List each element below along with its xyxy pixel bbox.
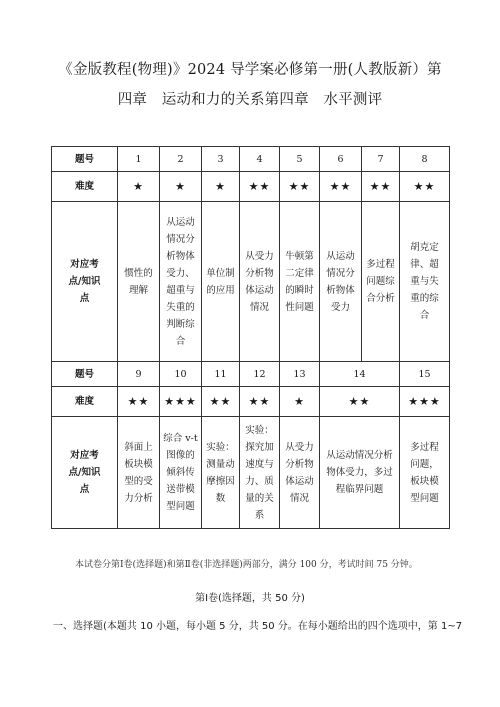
knowledge-point-10-text: 综合 v-t 图像的倾斜传送带模型问题: [163, 433, 198, 512]
question-number-3: 3: [202, 147, 240, 172]
row-label-difficulty-2: 难度: [52, 387, 118, 417]
difficulty-8: ★★: [400, 172, 450, 202]
knowledge-point-table: [51, 146, 450, 529]
difficulty-4: ★★: [240, 172, 280, 202]
table1-number-row: [52, 147, 450, 172]
knowledge-point-7: [362, 202, 400, 362]
knowledge-point-11: [202, 417, 240, 529]
question-number-5: 5: [280, 147, 320, 172]
question-number-1: 1: [118, 147, 160, 172]
question-number-4: 4: [240, 147, 280, 172]
difficulty-12: ★★: [240, 387, 280, 417]
question-number-2: 2: [160, 147, 202, 172]
row-label-knowledge-point-2-text: 对应考点/知识点: [68, 450, 101, 495]
document-title-line-2: 四章 运动和力的关系第四章 水平测评: [117, 92, 383, 108]
row-label-number-2: 题号: [52, 362, 118, 387]
question-number-6: 6: [320, 147, 362, 172]
difficulty-9: ★★: [118, 387, 160, 417]
knowledge-point-9: [118, 417, 160, 529]
knowledge-point-8: [400, 202, 450, 362]
knowledge-point-11-text: 实验：测量动摩擦因数: [206, 441, 235, 504]
knowledge-point-4: [240, 202, 280, 362]
difficulty-13: ★: [280, 387, 320, 417]
question-number-9: 9: [118, 362, 160, 387]
difficulty-5: ★★: [280, 172, 320, 202]
question-number-12: 12: [240, 362, 280, 387]
difficulty-14: ★★: [320, 387, 400, 417]
knowledge-point-9-text: 斜面上板块模型的受力分析: [124, 441, 153, 504]
knowledge-point-15: [400, 417, 450, 529]
knowledge-point-3: [202, 202, 240, 362]
knowledge-point-15-text: 多过程问题，板块模型问题: [410, 441, 439, 504]
question-number-15: 15: [400, 362, 450, 387]
knowledge-point-1: [118, 202, 160, 362]
difficulty-7: ★★: [362, 172, 400, 202]
exam-instructions: 本试卷分第Ⅰ卷(选择题)和第Ⅱ卷(非选择题)两部分，满分 100 分，考试时间 75 分钟。: [75, 560, 418, 570]
difficulty-10: ★★★: [160, 387, 202, 417]
difficulty-6: ★★: [320, 172, 362, 202]
knowledge-point-14: [320, 417, 400, 529]
table2-knowledge-row: [52, 417, 450, 529]
table2-difficulty-row: [52, 387, 450, 417]
knowledge-point-8-text: 胡克定律、超重与失重的综合: [410, 242, 439, 321]
knowledge-point-2: [160, 202, 202, 362]
row-label-knowledge-point-2: [52, 417, 118, 529]
knowledge-point-4-text: 从受力分析物体运动情况: [245, 250, 274, 313]
knowledge-point-13-text: 从受力分析物体运动情况: [285, 441, 314, 504]
row-label-number: 题号: [52, 147, 118, 172]
knowledge-point-2-text: 从运动情况分析物体受力、超重与失重的判断综合: [166, 216, 195, 347]
knowledge-point-12-text: 实验：探究加速度与力、质量的关系: [245, 424, 274, 521]
table1-knowledge-row: [52, 202, 450, 362]
difficulty-3: ★: [202, 172, 240, 202]
question-number-7: 7: [362, 147, 400, 172]
knowledge-point-3-text: 单位制的应用: [206, 267, 235, 296]
difficulty-15: ★★★: [400, 387, 450, 417]
knowledge-point-1-text: 惯性的理解: [124, 267, 153, 296]
question-number-14: 14: [320, 362, 400, 387]
question-number-13: 13: [280, 362, 320, 387]
knowledge-point-13: [280, 417, 320, 529]
table1-difficulty-row: [52, 172, 450, 202]
question-number-10: 10: [160, 362, 202, 387]
row-label-knowledge-point-text: 对应考点/知识点: [68, 259, 101, 304]
knowledge-point-5-text: 牛顿第二定律的瞬时性问题: [285, 250, 314, 313]
row-label-knowledge-point: [52, 202, 118, 362]
knowledge-point-10: [160, 417, 202, 529]
knowledge-point-12: [240, 417, 280, 529]
question-number-11: 11: [202, 362, 240, 387]
question-section-intro: 一、选择题(本题共 10 小题，每小题 5 分，共 50 分。在每小题给出的四个选项中，第 1~7: [53, 621, 463, 632]
knowledge-point-6-text: 从运动情况分析物体受力: [326, 250, 355, 313]
section-title: 第Ⅰ卷(选择题，共 50 分): [195, 593, 305, 604]
document-title-line-1: 《金版教程(物理)》2024 导学案必修第一册(人教版新）第: [58, 62, 442, 78]
table2-number-row: [52, 362, 450, 387]
row-label-difficulty: 难度: [52, 172, 118, 202]
difficulty-1: ★: [118, 172, 160, 202]
difficulty-11: ★★: [202, 387, 240, 417]
knowledge-point-5: [280, 202, 320, 362]
knowledge-point-7-text: 多过程问题综合分析: [366, 259, 395, 304]
difficulty-2: ★: [160, 172, 202, 202]
knowledge-point-6: [320, 202, 362, 362]
knowledge-point-14-text: 从运动情况分析物体受力，多过程临界问题: [326, 450, 393, 495]
question-number-8: 8: [400, 147, 450, 172]
